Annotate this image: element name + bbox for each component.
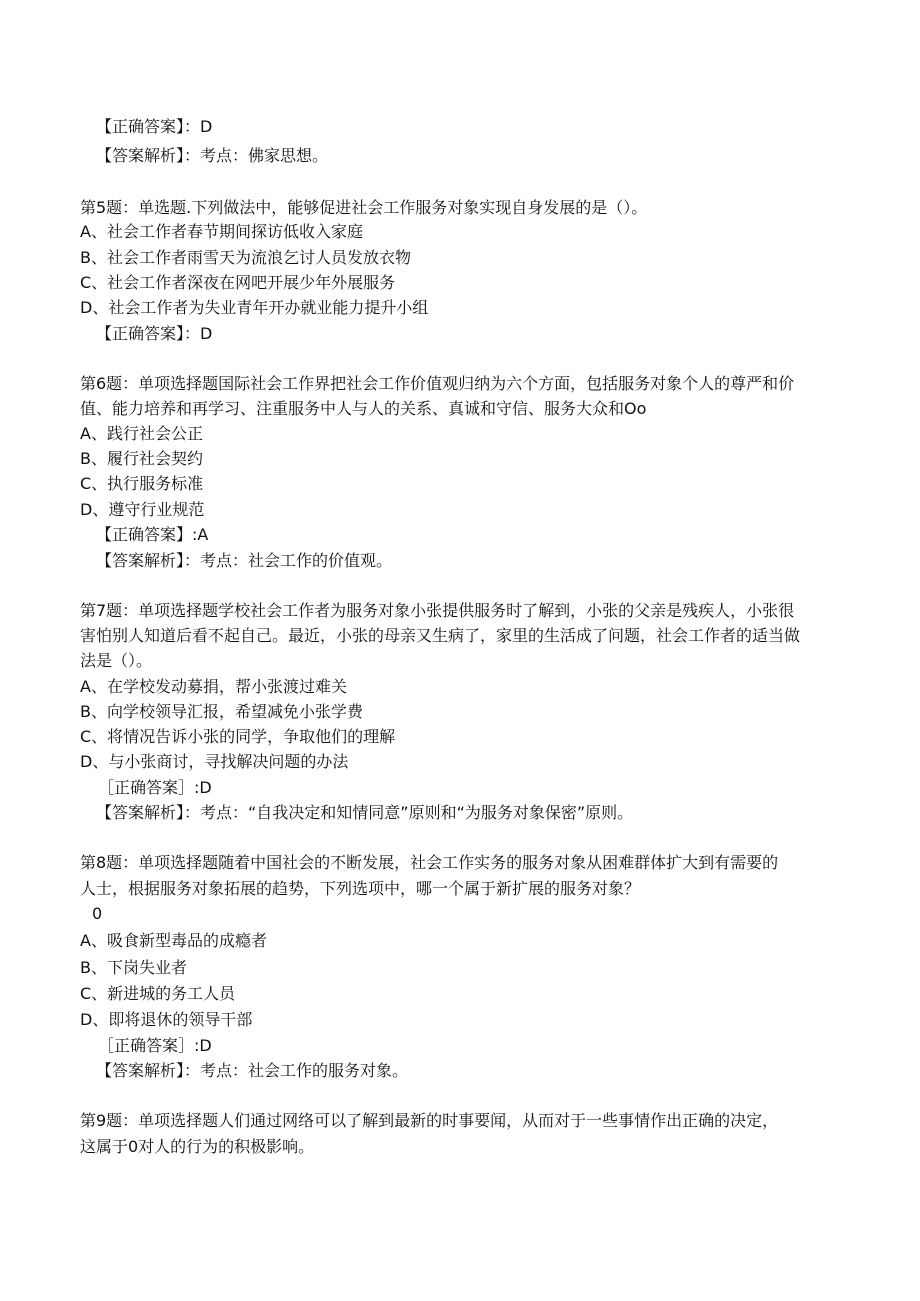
question-7-option-a: A、在学校发动募捐，帮小张渡过难关 bbox=[80, 677, 347, 696]
question-8-option-c: C、新进城的务工人员 bbox=[80, 984, 236, 1003]
question-5-stem: 第5题：单选题.下列做法中，能够促进社会工作服务对象实现自身发展的是（）。 bbox=[80, 198, 648, 217]
question-6-option-b: B、履行社会契约 bbox=[80, 449, 203, 468]
question-6-stem-line-2: 值、能力培养和再学习、注重服务中人与人的关系、真诚和守信、服务大众和Oo bbox=[80, 399, 647, 418]
question-5-option-a: A、社会工作者春节期间探访低收入家庭 bbox=[80, 222, 363, 241]
question-8-stem-line-1: 第8题：单项选择题随着中国社会的不断发展，社会工作实务的服务对象从困难群体扩大到有需要的 bbox=[80, 853, 779, 872]
question-6-answer: 【正确答案】:A bbox=[96, 525, 209, 544]
question-5-answer: 【正确答案】：D bbox=[96, 324, 213, 343]
question-7-option-d: D、与小张商讨，寻找解决问题的办法 bbox=[80, 752, 349, 771]
question-7-option-c: C、将情况告诉小张的同学，争取他们的理解 bbox=[80, 727, 396, 746]
question-7-stem-line-1: 第7题：单项选择题学校社会工作者为服务对象小张提供服务时了解到，小张的父亲是残疾人，小张很 bbox=[80, 601, 795, 620]
question-6-option-d: D、遵守行业规范 bbox=[80, 500, 205, 519]
question-6-stem-line-1: 第6题：单项选择题国际社会工作界把社会工作价值观归纳为六个方面，包括服务对象个人的尊严和价 bbox=[80, 374, 795, 393]
question-9-stem-line-2: 这属于0对人的行为的积极影响。 bbox=[80, 1137, 315, 1156]
question-7-stem-line-3: 法是（）。 bbox=[80, 651, 153, 670]
question-5-option-d: D、社会工作者为失业青年开办就业能力提升小组 bbox=[80, 298, 429, 317]
question-8-analysis: 【答案解析】：考点：社会工作的服务对象。 bbox=[96, 1061, 409, 1080]
question-7-answer: ［正确答案］:D bbox=[98, 778, 212, 797]
question-8-answer: ［正确答案］:D bbox=[98, 1036, 212, 1055]
question-6-option-c: C、执行服务标准 bbox=[80, 474, 204, 493]
question-5-option-c: C、社会工作者深夜在网吧开展少年外展服务 bbox=[80, 273, 396, 292]
question-8-option-d: D、即将退休的领导干部 bbox=[80, 1010, 253, 1029]
question-7-analysis: 【答案解析】：考点：“自我决定和知情同意”原则和“为服务对象保密”原则。 bbox=[96, 803, 634, 822]
question-8-stem-line-2: 人士，根据服务对象拓展的趋势，下列选项中，哪一个属于新扩展的服务对象？ bbox=[80, 879, 641, 898]
answer-line: 【正确答案】：D bbox=[96, 117, 213, 136]
analysis-line: 【答案解析】：考点：佛家思想。 bbox=[96, 146, 329, 165]
question-5-option-b: B、社会工作者雨雪天为流浪乞讨人员发放衣物 bbox=[80, 248, 411, 267]
question-8-blank: 0 bbox=[92, 904, 103, 923]
question-6-analysis: 【答案解析】：考点：社会工作的价值观。 bbox=[96, 551, 393, 570]
question-7-stem-line-2: 害怕别人知道后看不起自己。最近，小张的母亲又生病了，家里的生活成了问题，社会工作者的适当做 bbox=[80, 626, 801, 645]
question-8-option-a: A、吸食新型毒品的成瘾者 bbox=[80, 931, 267, 950]
question-7-option-b: B、向学校领导汇报，希望减免小张学费 bbox=[80, 702, 363, 721]
question-8-option-b: B、下岗失业者 bbox=[80, 958, 187, 977]
question-6-option-a: A、践行社会公正 bbox=[80, 424, 203, 443]
question-9-stem-line-1: 第9题：单项选择题人们通过网络可以了解到最新的时事要闻，从而对于一些事情作出正确的决定， bbox=[80, 1111, 779, 1130]
